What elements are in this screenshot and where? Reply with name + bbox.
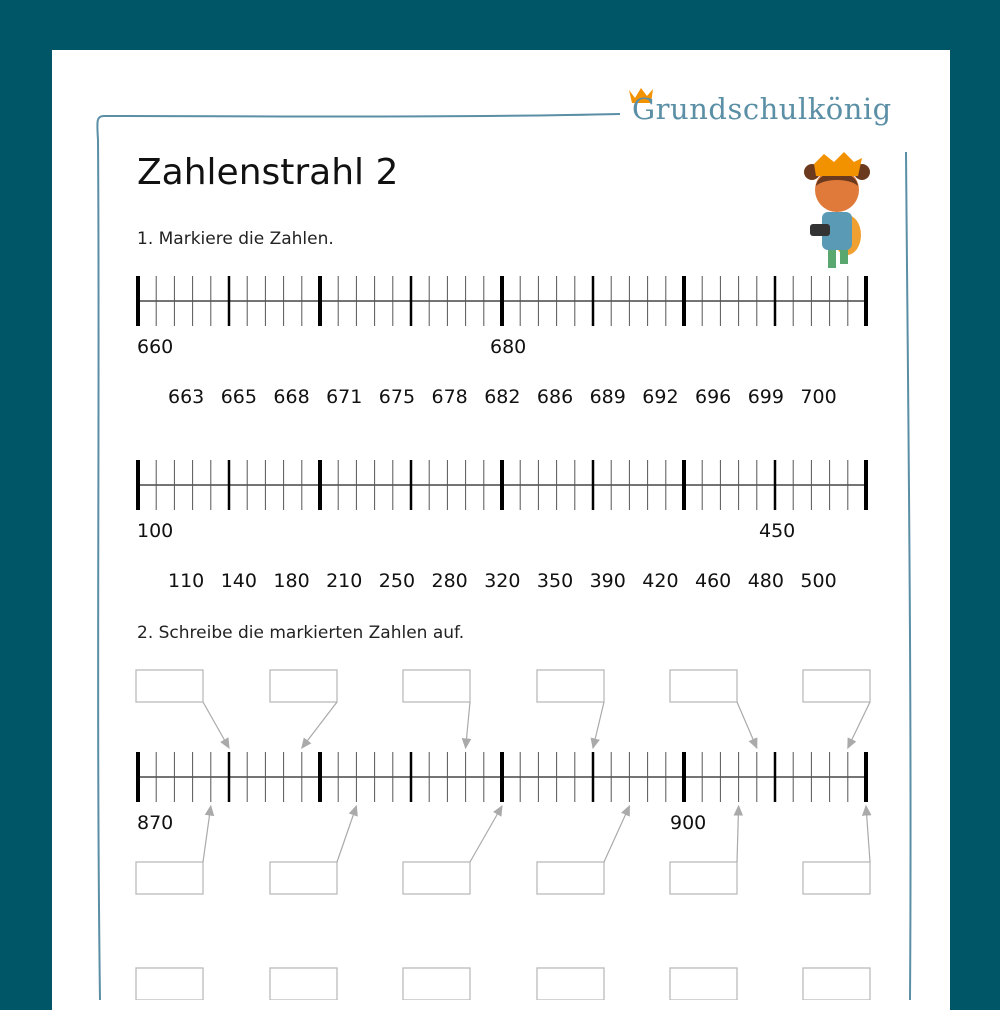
number-to-mark: 665: [220, 386, 257, 408]
answer-box[interactable]: [136, 862, 203, 894]
answer-box[interactable]: [670, 862, 737, 894]
answer-box[interactable]: [270, 968, 337, 1000]
number-to-mark: 420: [642, 570, 679, 592]
line1-label-mid: 680: [490, 336, 527, 358]
arrow: [302, 702, 337, 748]
arrow: [593, 702, 604, 748]
answer-box[interactable]: [803, 670, 870, 702]
arrow: [203, 702, 229, 748]
number-to-mark: 320: [484, 570, 521, 592]
arrow: [737, 806, 739, 862]
answer-box[interactable]: [270, 670, 337, 702]
line2-label-start: 100: [137, 520, 174, 542]
number-to-mark: 180: [273, 570, 310, 592]
number-to-mark: 700: [800, 386, 837, 408]
line3-label-mid: 900: [670, 812, 707, 834]
number-to-mark: 280: [431, 570, 468, 592]
number-to-mark: 663: [168, 386, 205, 408]
answer-box[interactable]: [403, 862, 470, 894]
arrow: [466, 702, 470, 748]
number-to-mark: 480: [747, 570, 784, 592]
answer-box[interactable]: [136, 670, 203, 702]
answer-box[interactable]: [270, 862, 337, 894]
number-to-mark: 210: [326, 570, 363, 592]
task-1-instruction: 1. Markiere die Zahlen.: [137, 229, 334, 249]
number-to-mark: 110: [168, 570, 205, 592]
answer-box[interactable]: [537, 862, 604, 894]
answer-box[interactable]: [803, 968, 870, 1000]
girl-illustration: [800, 150, 875, 272]
number-to-mark: 699: [747, 386, 784, 408]
number-to-mark: 686: [536, 386, 574, 408]
answer-box[interactable]: [537, 670, 604, 702]
number-to-mark: 675: [378, 386, 416, 408]
answer-box[interactable]: [670, 670, 737, 702]
number-to-mark: 250: [378, 570, 416, 592]
number-to-mark: 140: [220, 570, 257, 592]
answer-box[interactable]: [403, 670, 470, 702]
number-to-mark: 668: [273, 386, 310, 408]
arrow: [604, 806, 629, 862]
line1-label-start: 660: [137, 336, 174, 358]
line2-label-mid: 450: [759, 520, 796, 542]
number-to-mark: 682: [484, 386, 521, 408]
arrow: [337, 806, 356, 862]
task-2-instruction: 2. Schreibe die markierten Zahlen auf.: [137, 623, 465, 643]
number-to-mark: 678: [431, 386, 468, 408]
arrow: [848, 702, 870, 748]
answer-box[interactable]: [803, 862, 870, 894]
number-to-mark: 390: [589, 570, 626, 592]
answer-box[interactable]: [136, 968, 203, 1000]
number-to-mark: 460: [695, 570, 732, 592]
arrow: [737, 702, 757, 748]
arrow: [866, 806, 870, 862]
line3-label-start: 870: [137, 812, 174, 834]
brand-logo: Grundschulkönig: [632, 92, 892, 126]
number-to-mark: 350: [536, 570, 574, 592]
arrow: [470, 806, 502, 862]
answer-box[interactable]: [670, 968, 737, 1000]
number-to-mark: 692: [642, 386, 679, 408]
number-to-mark: 500: [800, 570, 837, 592]
number-to-mark: 671: [326, 386, 363, 408]
answer-box[interactable]: [403, 968, 470, 1000]
number-to-mark: 696: [695, 386, 732, 408]
page-title: Zahlenstrahl 2: [137, 152, 399, 193]
answer-box[interactable]: [537, 968, 604, 1000]
arrow: [203, 806, 211, 862]
number-to-mark: 689: [589, 386, 626, 408]
